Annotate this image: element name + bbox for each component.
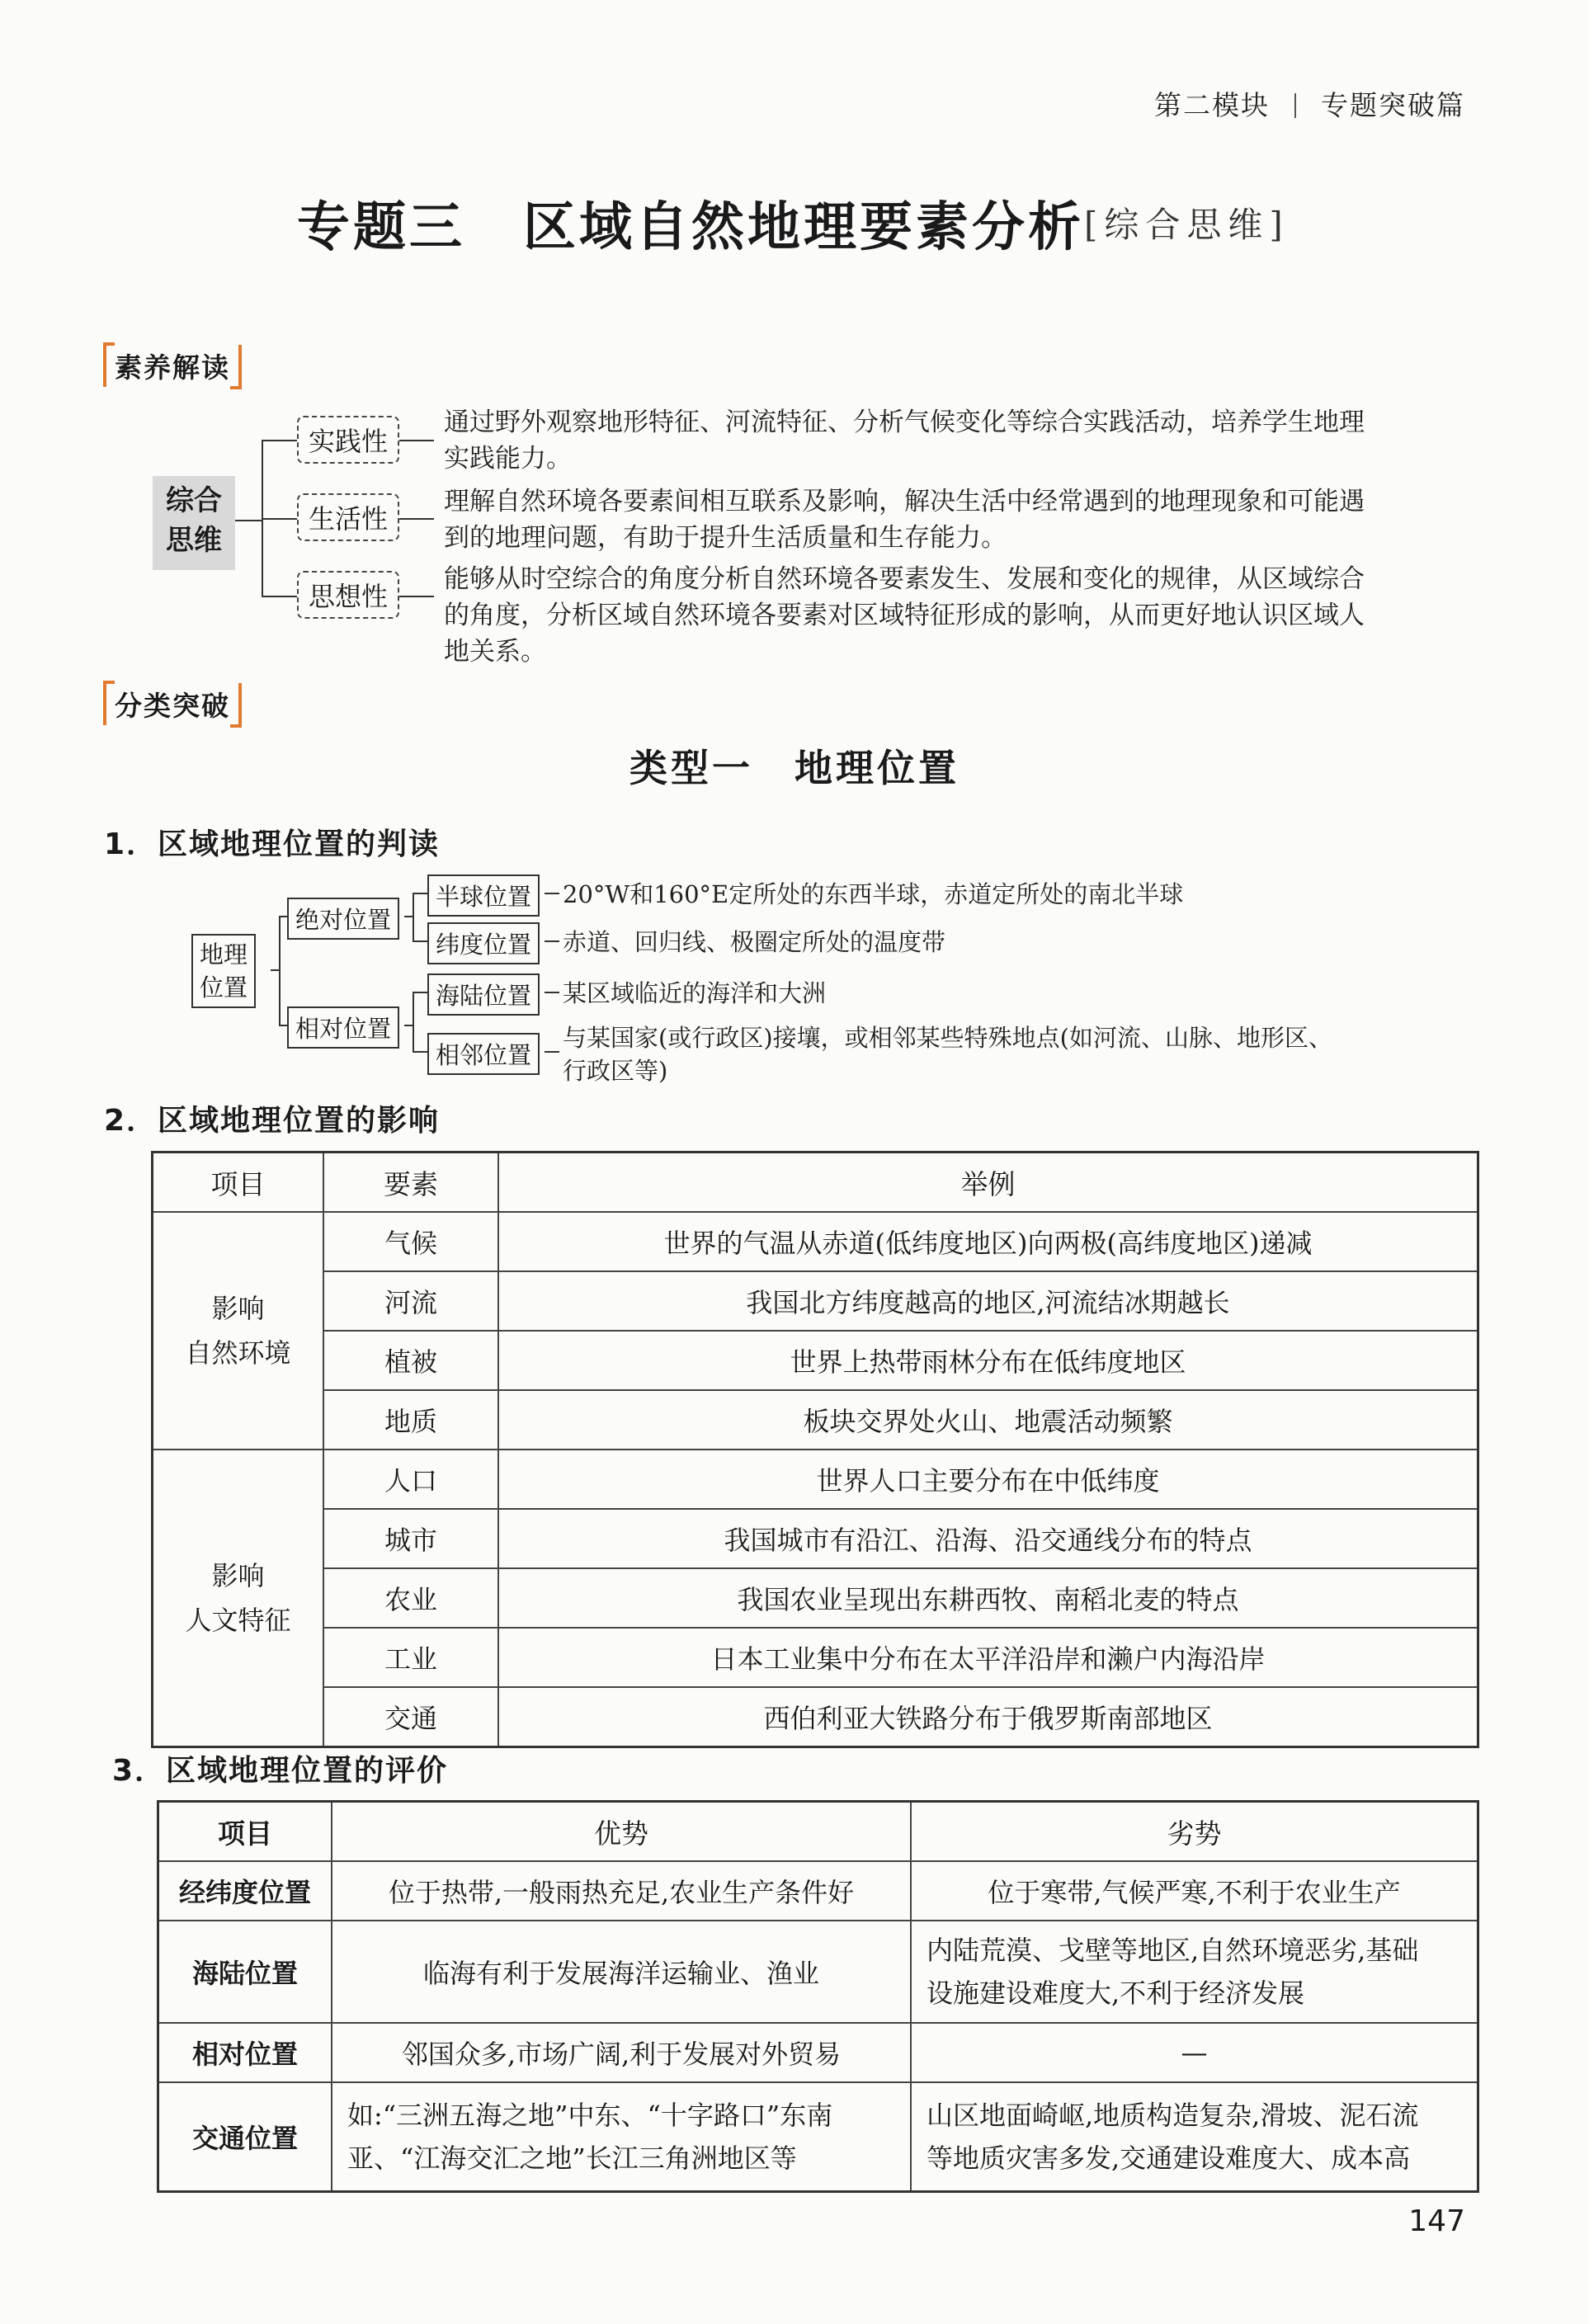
- text-line: 亚、“江海交汇之地”长江三角洲地区等: [347, 2143, 797, 2174]
- row-label: 经纬度位置: [158, 1861, 332, 1921]
- table-header-row: [153, 1153, 1478, 1213]
- text-line: 地关系。: [444, 637, 546, 667]
- text-line: 行政区等): [563, 1057, 668, 1085]
- tree-desc-adjacent: [563, 1021, 1332, 1087]
- sec2-heading: 2．区域地理位置的影响: [104, 1104, 441, 1138]
- type-heading: [0, 738, 1589, 793]
- text-line: 通过野外观察地形特征、河流特征、分析气候变化等综合实践活动，培养学生地理: [444, 408, 1365, 437]
- table-cell: 邻国众多,市场广阔,利于发展对外贸易: [332, 2023, 911, 2082]
- connector: [413, 893, 414, 940]
- connector: [271, 969, 279, 971]
- row-label: 海陆位置: [158, 1921, 332, 2023]
- text-line: 如:“三洲五海之地”中东、“十字路口”东南: [347, 2100, 833, 2131]
- text-line: 山区地面崎岖,地质构造复杂,滑坡、泥石流: [927, 2100, 1419, 2131]
- connector: [394, 440, 434, 441]
- text-line: 影响: [211, 1560, 265, 1591]
- connector: [279, 916, 281, 1026]
- tree-leaf-hemisphere: 半球位置: [427, 874, 540, 917]
- table-row: [158, 1861, 1478, 1921]
- connector: [545, 992, 559, 993]
- connector: [404, 916, 413, 917]
- table-row: [153, 1568, 1478, 1628]
- table-cell: 板块交界处火山、地震活动频繁: [498, 1390, 1478, 1450]
- sec1-heading: 1．区域地理位置的判读: [104, 827, 441, 861]
- text-line: 影响: [211, 1293, 265, 1324]
- text-line: 与某国家(或行政区)接壤，或相邻某些特殊地点(如河流、山脉、地形区、: [563, 1024, 1332, 1052]
- table-cell: 河流: [323, 1271, 498, 1331]
- section-tag-literacy: 素养解读: [103, 345, 242, 387]
- table-cell: 城市: [323, 1509, 498, 1568]
- tree-desc-sea-land: 某区域临近的海洋和大洲: [563, 979, 827, 1007]
- table-cell: 植被: [323, 1331, 498, 1390]
- text-line: 内陆荒漠、戈壁等地区,自然环境恶劣,基础: [927, 1935, 1419, 1966]
- literacy-center-line-2: 思维: [166, 524, 222, 557]
- sec3-heading: 3．区域地理位置的评价: [112, 1754, 449, 1788]
- connector: [235, 520, 262, 521]
- table-row: [158, 2023, 1478, 2082]
- connector: [413, 893, 429, 894]
- title-prefix: 专题三: [297, 196, 465, 258]
- table-cell: 位于热带,一般雨热充足,农业生产条件好: [332, 1861, 911, 1921]
- title-main: 区域自然地理要素分析: [523, 196, 1084, 258]
- connector: [262, 440, 299, 441]
- connector: [413, 1051, 429, 1053]
- group-label-human: [153, 1450, 324, 1747]
- evaluation-table: [157, 1800, 1479, 2193]
- table-cell: 地质: [323, 1390, 498, 1450]
- table-cell: 农业: [323, 1568, 498, 1628]
- table-cell: 世界的气温从赤道(低纬度地区)向两极(高纬度地区)递减: [498, 1212, 1478, 1271]
- tree-leaf-adjacent: 相邻位置: [427, 1033, 540, 1075]
- header-module: 第二模块: [1154, 89, 1270, 121]
- type-name: 地理位置: [794, 746, 960, 790]
- table-row: [153, 1509, 1478, 1568]
- table-cell: —: [911, 2023, 1478, 2082]
- type-prefix: 类型一: [629, 746, 753, 790]
- header-section: 专题突破篇: [1321, 89, 1465, 121]
- connector: [262, 518, 299, 520]
- table-cell: [911, 1921, 1478, 2023]
- literacy-center-line-1: 综合: [166, 484, 222, 517]
- table-header: 项目: [153, 1153, 324, 1213]
- connector: [545, 1051, 559, 1053]
- tree-root-line: 位置: [200, 973, 248, 1002]
- table-row: [158, 1921, 1478, 2023]
- table-cell: 我国城市有沿江、沿海、沿交通线分布的特点: [498, 1509, 1478, 1568]
- running-header: [1154, 84, 1465, 123]
- table-header-row: [158, 1802, 1478, 1862]
- connector: [262, 596, 299, 597]
- table-cell: 交通: [323, 1687, 498, 1747]
- tree-leaf-sea-land: 海陆位置: [427, 973, 540, 1016]
- text-line: 设施建设难度大,不利于经济发展: [927, 1978, 1305, 2009]
- table-cell: 位于寒带,气候严寒,不利于农业生产: [911, 1861, 1478, 1921]
- text-line: 人文特征: [185, 1605, 291, 1636]
- connector: [545, 893, 559, 894]
- table-row: [153, 1628, 1478, 1687]
- table-header: 优势: [332, 1802, 911, 1862]
- table-cell: 我国北方纬度越高的地区,河流结冰期越长: [498, 1271, 1478, 1331]
- page-number: 147: [1408, 2204, 1465, 2238]
- title-tag: [综合思维]: [1084, 205, 1290, 245]
- connector: [394, 596, 434, 597]
- connector: [413, 940, 429, 942]
- literacy-text-thought: [444, 561, 1365, 670]
- table-cell: 世界人口主要分布在中低纬度: [498, 1450, 1478, 1509]
- section-tag-classify: 分类突破: [103, 683, 242, 725]
- table-cell: [332, 2082, 911, 2192]
- connector: [404, 1025, 413, 1026]
- table-cell: 我国农业呈现出东耕西牧、南稻北麦的特点: [498, 1568, 1478, 1628]
- table-row: [153, 1271, 1478, 1331]
- text-line: 理解自然环境各要素间相互联系及影响，解决生活中经常遇到的地理现象和可能遇: [444, 487, 1365, 516]
- text-line: 到的地理问题，有助于提升生活质量和生存能力。: [444, 523, 1007, 553]
- literacy-label-thought: 思想性: [297, 571, 399, 619]
- group-label-natural: [153, 1212, 324, 1450]
- tree-relative: 相对位置: [287, 1006, 399, 1049]
- table-row: [153, 1450, 1478, 1509]
- text-line: 实践能力。: [444, 444, 572, 474]
- literacy-center-box: [153, 476, 235, 570]
- table-cell: 工业: [323, 1628, 498, 1687]
- table-cell: 气候: [323, 1212, 498, 1271]
- table-cell: 西伯利亚大铁路分布于俄罗斯南部地区: [498, 1687, 1478, 1747]
- table-row: [153, 1212, 1478, 1271]
- influence-table: [151, 1151, 1479, 1748]
- tree-root-line: 地理: [200, 940, 248, 969]
- table-row: [153, 1687, 1478, 1747]
- table-cell: [911, 2082, 1478, 2192]
- table-cell: 人口: [323, 1450, 498, 1509]
- page-title: [297, 185, 1290, 261]
- row-label: 交通位置: [158, 2082, 332, 2192]
- literacy-label-life: 生活性: [297, 493, 399, 541]
- table-row: [153, 1390, 1478, 1450]
- connector: [413, 992, 429, 993]
- tree-absolute: 绝对位置: [287, 898, 399, 940]
- table-header: 举例: [498, 1153, 1478, 1213]
- text-line: 的角度，分析区域自然环境各要素对区域特征形成的影响，从而更好地认识区域人: [444, 601, 1365, 630]
- table-header: 要素: [323, 1153, 498, 1213]
- connector: [394, 518, 434, 520]
- table-row: [158, 2082, 1478, 2192]
- literacy-text-life: [444, 483, 1365, 556]
- table-cell: 临海有利于发展海洋运输业、渔业: [332, 1921, 911, 2023]
- connector: [545, 940, 559, 942]
- table-row: [153, 1331, 1478, 1390]
- tree-desc-latitude: 赤道、回归线、极圈定所处的温度带: [563, 928, 946, 956]
- header-divider: [1294, 93, 1296, 118]
- row-label: 相对位置: [158, 2023, 332, 2082]
- literacy-label-practice: 实践性: [297, 416, 399, 464]
- literacy-text-practice: [444, 404, 1365, 477]
- table-cell: 世界上热带雨林分布在低纬度地区: [498, 1331, 1478, 1390]
- table-cell: 日本工业集中分布在太平洋沿岸和濑户内海沿岸: [498, 1628, 1478, 1687]
- table-header: 劣势: [911, 1802, 1478, 1862]
- text-line: 等地质灾害多发,交通建设难度大、成本高: [927, 2143, 1411, 2174]
- connector: [413, 992, 414, 1051]
- text-line: 自然环境: [185, 1337, 291, 1369]
- tree-leaf-latitude: 纬度位置: [427, 922, 540, 964]
- tree-desc-hemisphere: 20°W和160°E定所处的东西半球，赤道定所处的南北半球: [563, 880, 1184, 908]
- text-line: 能够从时空综合的角度分析自然环境各要素发生、发展和变化的规律，从区域综合: [444, 564, 1365, 594]
- table-header: 项目: [158, 1802, 332, 1862]
- tree-root: [191, 934, 256, 1008]
